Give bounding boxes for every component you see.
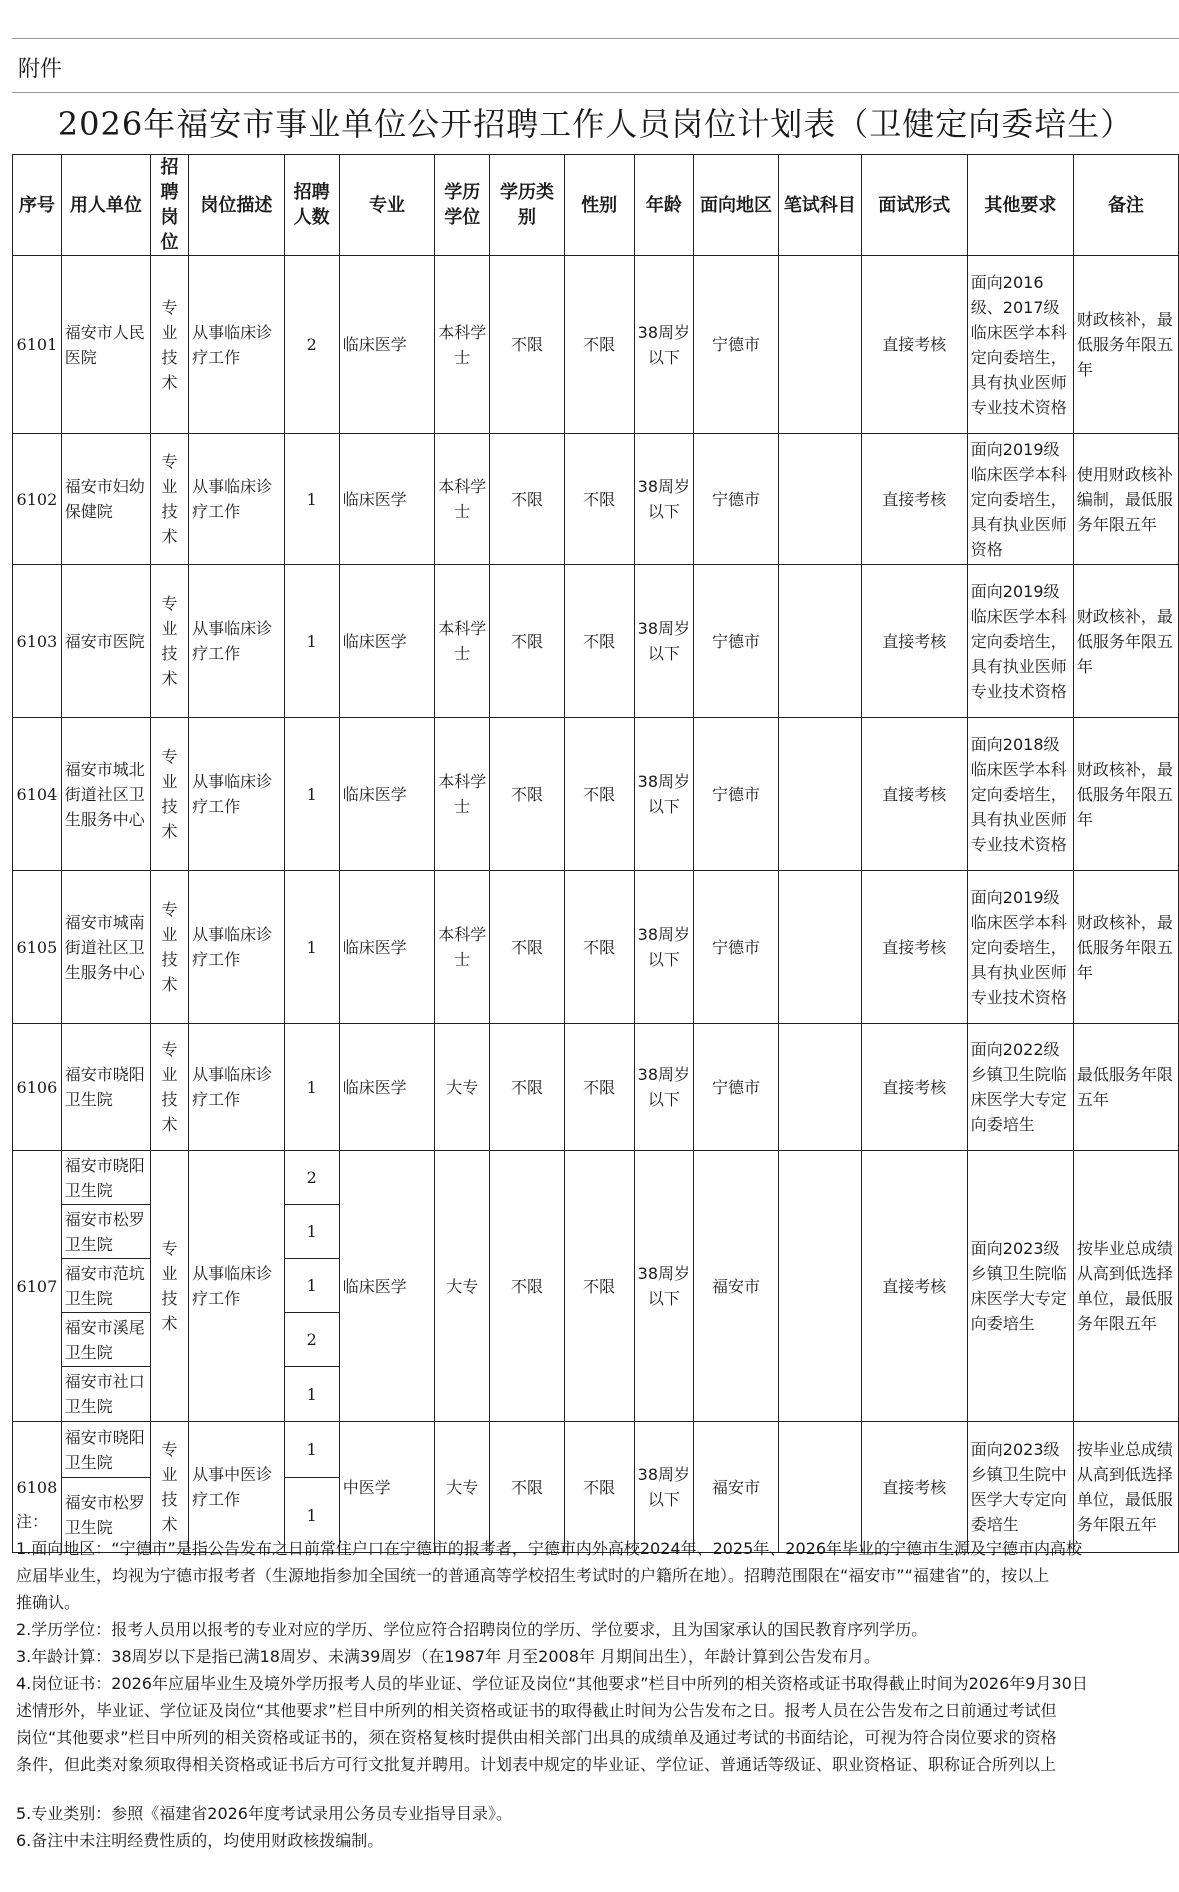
cell-unit: 福安市松罗卫生院 — [61, 1205, 150, 1259]
col-dtype: 学历类别 — [490, 155, 564, 256]
cell-remark: 财政核补，最低服务年限五年 — [1073, 718, 1178, 871]
cell-region: 宁德市 — [694, 434, 779, 565]
col-count: 招聘人数 — [284, 155, 339, 256]
cell-gender: 不限 — [564, 871, 634, 1024]
cell-age: 38周岁以下 — [634, 434, 693, 565]
cell-other: 面向2019级临床医学本科定向委培生，具有执业医师专业技术资格 — [967, 565, 1073, 718]
cell-count: 2 — [284, 256, 339, 434]
cell-dtype: 不限 — [490, 256, 564, 434]
note-5: 5.专业类别：参照《福建省2026年度考试录用公务员专业指导目录》。 — [16, 1804, 512, 1823]
cell-other: 面向2019级临床医学本科定向委培生，具有执业医师专业技术资格 — [967, 871, 1073, 1024]
cell-major: 临床医学 — [339, 871, 434, 1024]
cell-major: 临床医学 — [339, 565, 434, 718]
cell-seq: 6101 — [13, 256, 62, 434]
cell-post: 专业技术 — [150, 871, 188, 1024]
cell-age: 38周岁以下 — [634, 871, 693, 1024]
table-row — [13, 1151, 1179, 1205]
cell-exam — [778, 256, 861, 434]
cell-remark: 财政核补，最低服务年限五年 — [1073, 871, 1178, 1024]
cell-gender: 不限 — [564, 1422, 634, 1553]
cell-age: 38周岁以下 — [634, 1422, 693, 1553]
cell-post: 专业技术 — [150, 1422, 188, 1553]
table-row — [13, 871, 1179, 1024]
cell-post: 专业技术 — [150, 256, 188, 434]
col-unit: 用人单位 — [61, 155, 150, 256]
col-exam: 笔试科目 — [778, 155, 861, 256]
col-gender: 性别 — [564, 155, 634, 256]
header-row — [13, 155, 1179, 256]
cell-interview: 直接考核 — [861, 1422, 967, 1553]
cell-major: 临床医学 — [339, 718, 434, 871]
cell-desc: 从事临床诊疗工作 — [189, 434, 284, 565]
cell-exam — [778, 718, 861, 871]
col-region: 面向地区 — [694, 155, 779, 256]
col-degree: 学历学位 — [435, 155, 490, 256]
cell-seq: 6106 — [13, 1024, 62, 1151]
cell-unit: 福安市城南街道社区卫生服务中心 — [61, 871, 150, 1024]
cell-degree: 本科学士 — [435, 256, 490, 434]
col-interview: 面试形式 — [861, 155, 967, 256]
cell-remark: 最低服务年限五年 — [1073, 1024, 1178, 1151]
cell-major: 临床医学 — [339, 1024, 434, 1151]
cell-count: 1 — [284, 1259, 339, 1313]
cell-count: 1 — [284, 1422, 339, 1478]
cell-interview: 直接考核 — [861, 718, 967, 871]
cell-region: 宁德市 — [694, 871, 779, 1024]
cell-count: 1 — [284, 434, 339, 565]
cell-count: 2 — [284, 1151, 339, 1205]
cell-age: 38周岁以下 — [634, 1151, 693, 1422]
cell-desc: 从事临床诊疗工作 — [189, 1024, 284, 1151]
cell-gender: 不限 — [564, 1151, 634, 1422]
cell-count: 1 — [284, 871, 339, 1024]
cell-remark: 使用财政核补编制，最低服务年限五年 — [1073, 434, 1178, 565]
cell-exam — [778, 1024, 861, 1151]
cell-unit: 福安市范坑卫生院 — [61, 1259, 150, 1313]
col-desc: 岗位描述 — [189, 155, 284, 256]
cell-gender: 不限 — [564, 1024, 634, 1151]
attachment-label: 附件 — [18, 57, 63, 82]
cell-major: 临床医学 — [339, 434, 434, 565]
cell-region: 宁德市 — [694, 256, 779, 434]
cell-gender: 不限 — [564, 718, 634, 871]
cell-count: 1 — [284, 718, 339, 871]
cell-exam — [778, 1151, 861, 1422]
cell-unit: 福安市人民医院 — [61, 256, 150, 434]
table-row — [13, 718, 1179, 871]
cell-count: 1 — [284, 1205, 339, 1259]
cell-seq: 6105 — [13, 871, 62, 1024]
note-1-line-3: 推确认。 — [16, 1593, 81, 1612]
cell-dtype: 不限 — [490, 434, 564, 565]
cell-degree: 本科学士 — [435, 565, 490, 718]
cell-desc: 从事临床诊疗工作 — [189, 565, 284, 718]
cell-gender: 不限 — [564, 565, 634, 718]
col-seq: 序号 — [13, 155, 62, 256]
table-row — [13, 565, 1179, 718]
cell-degree: 大专 — [435, 1151, 490, 1422]
cell-desc: 从事临床诊疗工作 — [189, 718, 284, 871]
cell-unit: 福安市社口卫生院 — [61, 1367, 150, 1422]
cell-seq: 6108 — [13, 1422, 62, 1553]
note-4-line-2: 述情形外，毕业证、学位证及岗位“其他要求”栏目中所列的相关资格或证书的取得截止时间为公告发布之日。报考人员在公告发布之日前通过考试但 — [16, 1701, 1057, 1720]
cell-unit: 福安市妇幼保健院 — [61, 434, 150, 565]
note-4-line-4: 条件，但此类对象须取得相关资格或证书后方可行文批复并聘用。计划表中规定的毕业证、学位证、普通话等级证、职业资格证、职称证合所列以上 — [16, 1755, 1057, 1774]
cell-unit: 福安市医院 — [61, 565, 150, 718]
top-rule — [12, 38, 1179, 39]
cell-major: 临床医学 — [339, 1151, 434, 1422]
cell-count: 1 — [284, 565, 339, 718]
cell-remark: 按毕业总成绩从高到低选择单位，最低服务年限五年 — [1073, 1422, 1178, 1553]
cell-count: 1 — [284, 1367, 339, 1422]
cell-degree: 大专 — [435, 1024, 490, 1151]
notes-section — [16, 1508, 1176, 1854]
cell-seq: 6107 — [13, 1151, 62, 1422]
cell-gender: 不限 — [564, 434, 634, 565]
cell-interview: 直接考核 — [861, 434, 967, 565]
notes-spacer — [16, 1778, 1176, 1800]
cell-major: 中医学 — [339, 1422, 434, 1553]
cell-major: 临床医学 — [339, 256, 434, 434]
cell-exam — [778, 434, 861, 565]
position-plan-table — [12, 154, 1179, 1553]
col-major: 专业 — [339, 155, 434, 256]
cell-other: 面向2023级乡镇卫生院临床医学大专定向委培生 — [967, 1151, 1073, 1422]
cell-other: 面向2018级临床医学本科定向委培生，具有执业医师专业技术资格 — [967, 718, 1073, 871]
note-6: 6.备注中未注明经费性质的，均使用财政核拨编制。 — [16, 1831, 384, 1850]
cell-other: 面向2016级、2017级临床医学本科定向委培生，具有执业医师专业技术资格 — [967, 256, 1073, 434]
cell-desc: 从事中医诊疗工作 — [189, 1422, 284, 1553]
cell-region: 福安市 — [694, 1422, 779, 1553]
cell-other: 面向2023级乡镇卫生院中医学大专定向委培生 — [967, 1422, 1073, 1553]
cell-unit: 福安市晓阳卫生院 — [61, 1422, 150, 1478]
cell-age: 38周岁以下 — [634, 256, 693, 434]
note-2: 2.学历学位：报考人员用以报考的专业对应的学历、学位应符合招聘岗位的学历、学位要求，且为国家承认的国民教育序列学历。 — [16, 1620, 928, 1639]
cell-seq: 6104 — [13, 718, 62, 871]
cell-remark: 按毕业总成绩从高到低选择单位，最低服务年限五年 — [1073, 1151, 1178, 1422]
cell-post: 专业技术 — [150, 718, 188, 871]
col-other: 其他要求 — [967, 155, 1073, 256]
cell-age: 38周岁以下 — [634, 718, 693, 871]
note-4-line-1: 4.岗位证书：2026年应届毕业生及境外学历报考人员的毕业证、学位证及岗位“其他要求”栏目中所列的相关资格或证书取得截止时间为2026年9月30日 — [16, 1674, 1088, 1693]
cell-dtype: 不限 — [490, 1151, 564, 1422]
cell-region: 宁德市 — [694, 718, 779, 871]
cell-age: 38周岁以下 — [634, 1024, 693, 1151]
table-row — [13, 434, 1179, 565]
cell-age: 38周岁以下 — [634, 565, 693, 718]
cell-desc: 从事临床诊疗工作 — [189, 871, 284, 1024]
cell-dtype: 不限 — [490, 1422, 564, 1553]
col-remark: 备注 — [1073, 155, 1178, 256]
cell-dtype: 不限 — [490, 718, 564, 871]
cell-unit: 福安市城北街道社区卫生服务中心 — [61, 718, 150, 871]
cell-post: 专业技术 — [150, 434, 188, 565]
cell-gender: 不限 — [564, 256, 634, 434]
cell-region: 宁德市 — [694, 1024, 779, 1151]
cell-desc: 从事临床诊疗工作 — [189, 1151, 284, 1422]
cell-dtype: 不限 — [490, 1024, 564, 1151]
cell-remark: 财政核补，最低服务年限五年 — [1073, 256, 1178, 434]
cell-post: 专业技术 — [150, 1024, 188, 1151]
cell-dtype: 不限 — [490, 871, 564, 1024]
col-age: 年龄 — [634, 155, 693, 256]
cell-other: 面向2022级乡镇卫生院临床医学大专定向委培生 — [967, 1024, 1073, 1151]
cell-count: 2 — [284, 1313, 339, 1367]
table-row — [13, 1422, 1179, 1478]
cell-degree: 大专 — [435, 1422, 490, 1553]
notes-heading: 注： — [16, 1512, 49, 1531]
col-post: 招聘岗位 — [150, 155, 188, 256]
note-3: 3.年龄计算：38周岁以下是指已满18周岁、未满39周岁（在1987年 月至2008年 月期间出生），年龄计算到公告发布月。 — [16, 1647, 880, 1666]
cell-unit: 福安市松罗卫生院 — [61, 1478, 150, 1553]
cell-count: 1 — [284, 1024, 339, 1151]
cell-interview: 直接考核 — [861, 1151, 967, 1422]
cell-interview: 直接考核 — [861, 256, 967, 434]
cell-dtype: 不限 — [490, 565, 564, 718]
cell-count: 1 — [284, 1478, 339, 1553]
cell-interview: 直接考核 — [861, 871, 967, 1024]
table-row — [13, 1024, 1179, 1151]
cell-degree: 本科学士 — [435, 718, 490, 871]
document-title: 2026年福安市事业单位公开招聘工作人员岗位计划表（卫健定向委培生） — [12, 92, 1179, 155]
cell-region: 宁德市 — [694, 565, 779, 718]
cell-interview: 直接考核 — [861, 1024, 967, 1151]
cell-other: 面向2019级临床医学本科定向委培生，具有执业医师资格 — [967, 434, 1073, 565]
cell-unit: 福安市晓阳卫生院 — [61, 1024, 150, 1151]
cell-desc: 从事临床诊疗工作 — [189, 256, 284, 434]
cell-degree: 本科学士 — [435, 871, 490, 1024]
cell-region: 福安市 — [694, 1151, 779, 1422]
cell-seq: 6103 — [13, 565, 62, 718]
note-1-line-1: 1.面向地区：“宁德市”是指公告发布之日前常住户口在宁德市的报考者，宁德市内外高校2024年、2025年、2026年毕业的宁德市生源及宁德市内高校 — [16, 1539, 1083, 1558]
note-1-line-2: 应届毕业生，均视为宁德市报考者（生源地指参加全国统一的普通高等学校招生考试时的户籍所在地）。招聘范围限在“福安市”“福建省”的，按以上 — [16, 1566, 1050, 1585]
cell-unit: 福安市溪尾卫生院 — [61, 1313, 150, 1367]
cell-exam — [778, 565, 861, 718]
cell-post: 专业技术 — [150, 565, 188, 718]
table-row — [13, 256, 1179, 434]
cell-remark: 财政核补，最低服务年限五年 — [1073, 565, 1178, 718]
cell-unit: 福安市晓阳卫生院 — [61, 1151, 150, 1205]
note-4-line-3: 岗位“其他要求”栏目中所列的相关资格或证书的，须在资格复核时提供由相关部门出具的成绩单及通过考试的书面结论，可视为符合岗位要求的资格 — [16, 1728, 1057, 1747]
cell-exam — [778, 871, 861, 1024]
cell-interview: 直接考核 — [861, 565, 967, 718]
cell-post: 专业技术 — [150, 1151, 188, 1422]
cell-seq: 6102 — [13, 434, 62, 565]
cell-degree: 本科学士 — [435, 434, 490, 565]
